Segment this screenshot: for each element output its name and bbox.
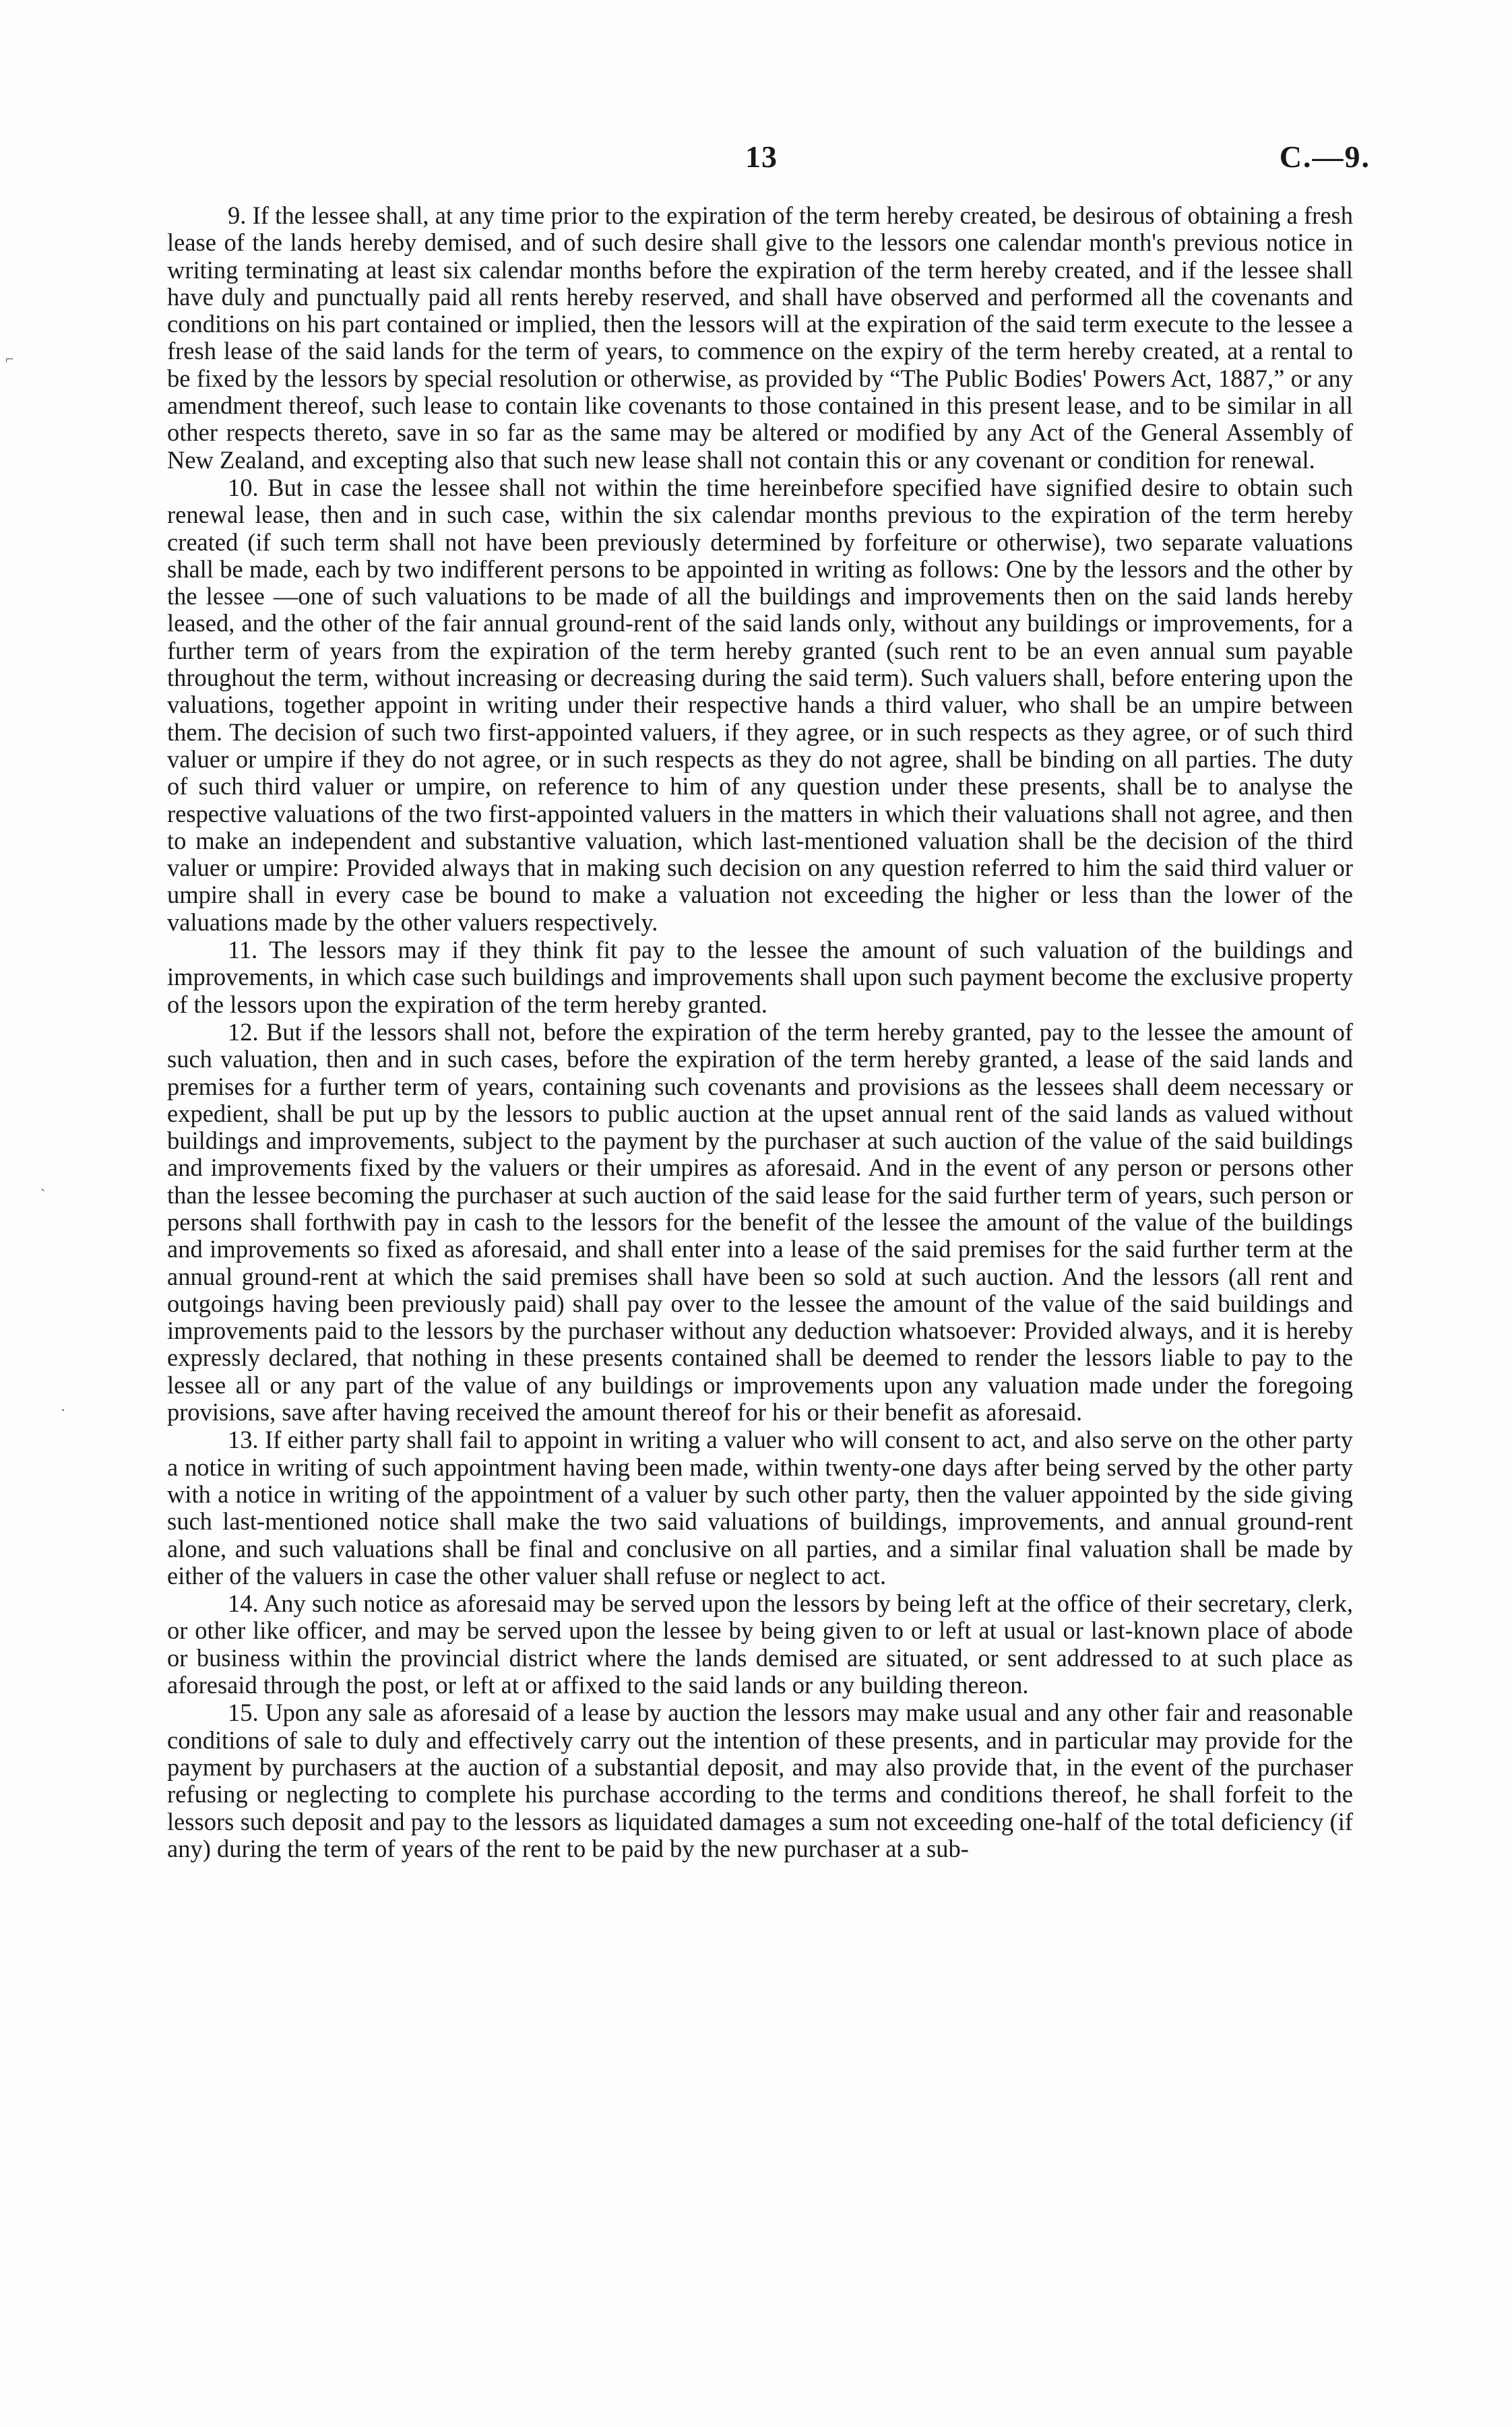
margin-mark: ⌐ bbox=[5, 350, 14, 367]
paper-reference: C.—9. bbox=[1279, 139, 1371, 174]
page-number: 13 bbox=[745, 139, 778, 174]
page-header bbox=[0, 139, 1512, 179]
clause-9: 9. If the lessee shall, at any time prior to the expiration of the term hereby created, be desirous of obtaining a fresh lease of the lands hereby demised, and of such desire shall give to the lessors one calendar month's previous notice in writing terminating at least six calendar months before the expiration of the term hereby created, and if the lessee shall have duly and punctually paid all rents hereby reserved, and shall have observed and performed all the covenants and conditions on his part contained or implied, then the lessors will at the expiration of the said term execute to the lessee a fresh lease of the said lands for the term of years, to commence on the expiry of the term hereby created, at a rental to be fixed by the lessors by special resolution or otherwise, as provided by “The Public Bodies' Powers Act, 1887,” or any amendment thereof, such lease to contain like covenants to those contained in this present lease, and to be similar in all other respects thereto, save in so far as the same may be altered or modified by any Act of the General Assembly of New Zealand, and excepting also that such new lease shall not contain this or any covenant or condition for renewal. bbox=[167, 201, 1353, 474]
clause-12: 12. But if the lessors shall not, before the expiration of the term hereby granted, pay to the lessee the amount of such valuation, then and in such cases, before the expiration of the term hereby granted, a lease of the said lands and premises for a further term of years, containing such covenants and provisions as the lessees shall deem necessary or expedient, shall be put up by the lessors to public auction at the upset annual rent of the said lands as valued without buildings and improvements, subject to the payment by the purchaser at such auction of the value of the said buildings and improvements fixed by the valuers or their umpires as aforesaid. And in the event of any person or persons other than the lessee becoming the purchaser at such auction of the said lease for the said further term of years, such person or persons shall forthwith pay in cash to the lessors for the benefit of the lessee the amount of the value of the buildings and improvements so fixed as aforesaid, and shall enter into a lease of the said premises for the said further term at the annual ground-rent at which the said premises shall have been so sold at such auction. And the lessors (all rent and outgoings having been previously paid) shall pay over to the lessee the amount of the value of the said buildings and improvements paid to the lessors by the purchaser without any deduction whatsoever: Provided always, and it is hereby expressly declared, that nothing in these presents contained shall be deemed to render the lessors liable to pay to the lessee all or any part of the value of any buildings or improvements upon any valuation made under the foregoing provisions, save after having received the amount thereof for his or their benefit as aforesaid. bbox=[167, 1017, 1353, 1426]
clause-13: 13. If either party shall fail to appoint in writing a valuer who will consent to act, and also serve on the other party a notice in writing of such appointment having been made, within twenty-one days after being served by the other party with a notice in writing of the appointment of a valuer by such other party, then the valuer appointed by the side giving such last-mentioned notice shall make the two said valuations of buildings, improvements, and annual ground-rent alone, and such valuations shall be final and conclusive on all parties, and a similar final valuation shall be made by either of the valuers in case the other valuer shall refuse or neglect to act. bbox=[167, 1426, 1353, 1589]
document-body bbox=[167, 202, 1353, 1862]
clause-11: 11. The lessors may if they think fit pay to the lessee the amount of such valuation of the buildings and improvements, in which case such buildings and improvements shall upon such payment become the exclusive property of the lessors upon the expiration of the term hereby granted. bbox=[167, 936, 1353, 1018]
clause-10: 10. But in case the lessee shall not within the time hereinbefore specified have signified desire to obtain such renewal lease, then and in such case, within the six calendar months previous to the expiration of the term hereby created (if such term shall not have been previously determined by forfeiture or otherwise), two separate valuations shall be made, each by two indifferent persons to be appointed in writing as follows: One by the lessors and the other by the lessee —one of such valuations to be made of all the buildings and improvements then on the said lands hereby leased, and the other of the fair annual ground-rent of the said lands only, without any buildings or improvements, for a further term of years from the expiration of the term hereby granted (such rent to be an even annual sum payable throughout the term, without increasing or decreasing during the said term). Such valuers shall, before entering upon the valuations, together appoint in writing under their respective hands a third valuer, who shall be an umpire between them. The decision of such two first-appointed valuers, if they agree, or in such respects as they agree, or of such third valuer or umpire if they do not agree, or in such respects as they do not agree, shall be binding on all parties. The duty of such third valuer or umpire, on reference to him of any question under these presents, shall be to analyse the respective valuations of the two first-appointed valuers in the matters in which their valuations shall not agree, and then to make an independent and substantive valuation, which last-mentioned valuation shall be the decision of the third valuer or umpire: Provided always that in making such decision on any question referred to him the said third valuer or umpire shall in every case be bound to make a valuation not exceeding the higher or less than the lower of the valuations made by the other valuers respectively. bbox=[167, 473, 1353, 936]
margin-mark: ` bbox=[40, 1186, 46, 1203]
margin-mark: · bbox=[61, 1401, 66, 1418]
clause-15: 15. Upon any sale as aforesaid of a lease by auction the lessors may make usual and any other fair and reasonable conditions of sale to duly and effectively carry out the intention of these presents, and in particular may provide for the payment by purchasers at the auction of a substantial deposit, and may also provide that, in the event of the purchaser refusing or neglecting to complete his purchase according to the terms and conditions thereof, he shall forfeit to the lessors such deposit and pay to the lessors as liquidated damages a sum not exceeding one-half of the total deficiency (if any) during the term of years of the rent to be paid by the new purchaser at a sub- bbox=[167, 1699, 1353, 1862]
clause-14: 14. Any such notice as aforesaid may be served upon the lessors by being left at the office of their secretary, clerk, or other like officer, and may be served upon the lessee by being given to or left at usual or last-known place of abode or business within the provincial district where the lands demised are situated, or sent addressed to at such place as aforesaid through the post, or left at or affixed to the said lands or any building thereon. bbox=[167, 1589, 1353, 1699]
